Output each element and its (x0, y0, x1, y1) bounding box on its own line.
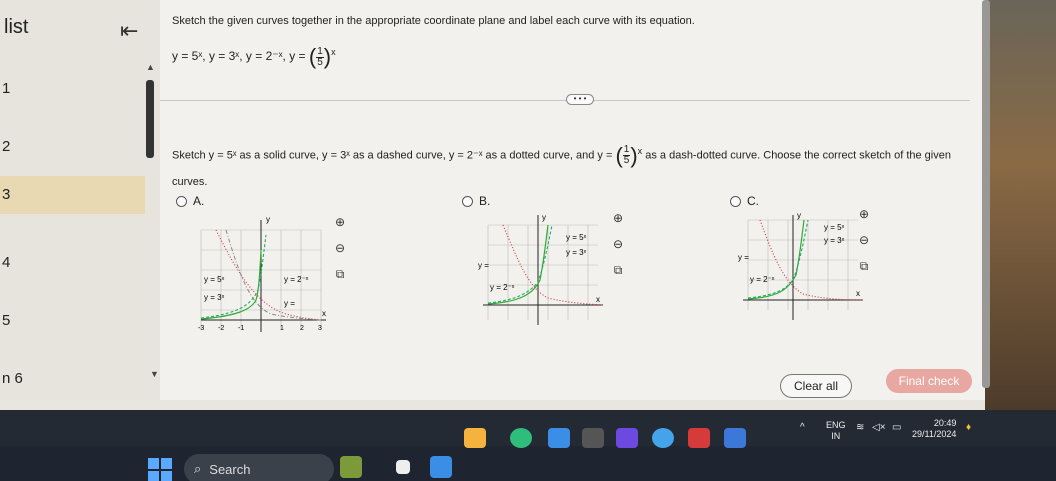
github-icon[interactable] (652, 428, 674, 448)
graph-a-tools (332, 214, 348, 282)
scroll-down-icon[interactable]: ▼ (150, 369, 159, 379)
mail-icon[interactable] (724, 428, 746, 448)
sidebar-item-label: 1 (2, 80, 11, 97)
zoom-in-icon[interactable]: ⊕ (612, 211, 624, 225)
equation-list: y = 5ˣ, y = 3ˣ, y = 2⁻ˣ, y = ( $\frac{1}{5}$ )$^x$ (172, 44, 336, 69)
graph-b (478, 210, 613, 340)
svg-text:x: x (596, 295, 600, 304)
graph-a (196, 210, 331, 340)
wifi-icon[interactable]: ≋ (856, 422, 865, 433)
popout-icon[interactable]: ⧉ (859, 259, 869, 273)
svg-text:y = 3ˣ: y = 3ˣ (824, 236, 845, 245)
store-icon[interactable] (616, 428, 638, 448)
svg-text:y =: y = (478, 261, 489, 270)
sidebar-item-label: 5 (2, 312, 11, 329)
sketch-instruction: Sketch y = 5ˣ as a solid curve, y = 3ˣ as a dashed curve, y = 2⁻ˣ as a dotted curve, and y = ( $\frac{1}{5}$ )$^x$ as a dash-dotted curve. Choose the correct sketch of the given curves. (172, 142, 951, 188)
tick-x: 1 (280, 325, 284, 332)
tick-x: -3 (198, 325, 205, 332)
zoom-in-icon[interactable]: ⊕ (858, 207, 870, 221)
main-scrollbar[interactable] (982, 0, 990, 388)
sidebar-item-3[interactable] (0, 176, 145, 214)
popout-icon[interactable]: ⧉ (335, 267, 345, 281)
x-axis-label: x (322, 309, 326, 318)
zoom-out-icon[interactable]: ⊖ (334, 241, 346, 255)
notification-icon[interactable]: ♦ (966, 422, 972, 433)
battery-icon[interactable]: ▭ (892, 422, 902, 433)
chevron-up-icon[interactable]: ^ (800, 422, 805, 433)
copilot-icon[interactable] (510, 428, 532, 448)
svg-text:y = 2⁻ˣ: y = 2⁻ˣ (490, 283, 515, 292)
task-view-icon[interactable] (396, 460, 410, 474)
sidebar-item-6[interactable] (0, 364, 145, 394)
more-button[interactable]: • • • (566, 94, 594, 105)
label-y2: y = 2⁻ˣ (284, 275, 309, 284)
graph-b-tools (610, 210, 626, 278)
choice-a[interactable] (176, 194, 204, 208)
clear-all-button[interactable]: Clear all (780, 374, 852, 398)
graph-c (738, 210, 873, 340)
choice-c-label: C. (747, 194, 759, 208)
label-y5: y = 5ˣ (204, 275, 225, 284)
zoom-out-icon[interactable]: ⊖ (858, 233, 870, 247)
sidebar-item-4[interactable] (0, 248, 145, 278)
instruction-text: Sketch the given curves together in the appropriate coordinate plane and label each curve with its equation. (172, 15, 695, 27)
background-photo (985, 0, 1056, 410)
clock[interactable]: 20:49 29/11/2024 (912, 418, 957, 439)
radio-a[interactable] (176, 196, 187, 207)
scroll-up-icon[interactable]: ▲ (146, 62, 155, 72)
popout-icon[interactable]: ⧉ (613, 263, 623, 277)
volume-icon[interactable]: ◁× (872, 422, 886, 433)
calculator-icon[interactable] (582, 428, 604, 448)
svg-text:y = 3ˣ: y = 3ˣ (566, 248, 587, 257)
sidebar-item-label: 3 (2, 186, 11, 203)
sidebar-item-1[interactable] (0, 74, 145, 104)
svg-text:y: y (542, 213, 546, 222)
svg-text:y =: y = (738, 253, 749, 262)
language-indicator[interactable]: ENG IN (826, 420, 846, 441)
search-input[interactable]: ⌕ Search (184, 454, 334, 481)
tick-x: 2 (300, 325, 304, 332)
choice-c[interactable] (730, 194, 759, 208)
choice-a-label: A. (193, 194, 205, 208)
equation-text: y = 5ˣ, y = 3ˣ, y = 2⁻ˣ, y = (172, 49, 306, 64)
sidebar-item-2[interactable] (0, 132, 145, 162)
fraction: $\frac{1}{5}$ (317, 45, 323, 68)
final-check-button[interactable]: Final check (886, 369, 972, 393)
sidebar-item-label: n 6 (2, 370, 23, 387)
radio-b[interactable] (462, 196, 473, 207)
svg-text:y = 5ˣ: y = 5ˣ (824, 223, 845, 232)
search-icon: ⌕ (194, 461, 202, 476)
tick-x: -2 (218, 325, 225, 332)
sidebar-title: list (4, 16, 29, 38)
tick-x: -1 (238, 325, 245, 332)
choice-b[interactable] (462, 194, 490, 208)
sidebar-scrollbar[interactable] (146, 80, 154, 158)
sidebar-item-5[interactable] (0, 306, 145, 336)
y-axis-label: y (266, 215, 270, 224)
divider (160, 100, 970, 101)
zoom-in-icon[interactable]: ⊕ (334, 215, 346, 229)
vscode-icon[interactable] (688, 428, 710, 448)
svg-text:x: x (856, 289, 860, 298)
sidebar-item-label: 2 (2, 138, 11, 155)
windows-start-icon[interactable] (148, 458, 172, 481)
label-y3: y = 3ˣ (204, 293, 225, 302)
folder-icon[interactable] (464, 428, 486, 448)
zoom-out-icon[interactable]: ⊖ (612, 237, 624, 251)
graph-c-tools (856, 206, 872, 274)
choice-b-label: B. (479, 194, 491, 208)
edge-icon[interactable] (548, 428, 570, 448)
question-list-sidebar (0, 0, 160, 400)
svg-text:y: y (797, 211, 801, 220)
label-y15: y = (284, 299, 295, 308)
radio-c[interactable] (730, 196, 741, 207)
collapse-arrow-icon[interactable]: ⇤ (120, 18, 139, 43)
taskbar (0, 410, 1056, 481)
tick-x: 3 (318, 325, 322, 332)
widgets-icon[interactable] (340, 456, 362, 478)
sidebar-item-label: 4 (2, 254, 11, 271)
svg-text:y = 5ˣ: y = 5ˣ (566, 233, 587, 242)
question-panel (160, 0, 985, 400)
svg-text:y = 2⁻ˣ: y = 2⁻ˣ (750, 275, 775, 284)
file-explorer-icon[interactable] (430, 456, 452, 478)
